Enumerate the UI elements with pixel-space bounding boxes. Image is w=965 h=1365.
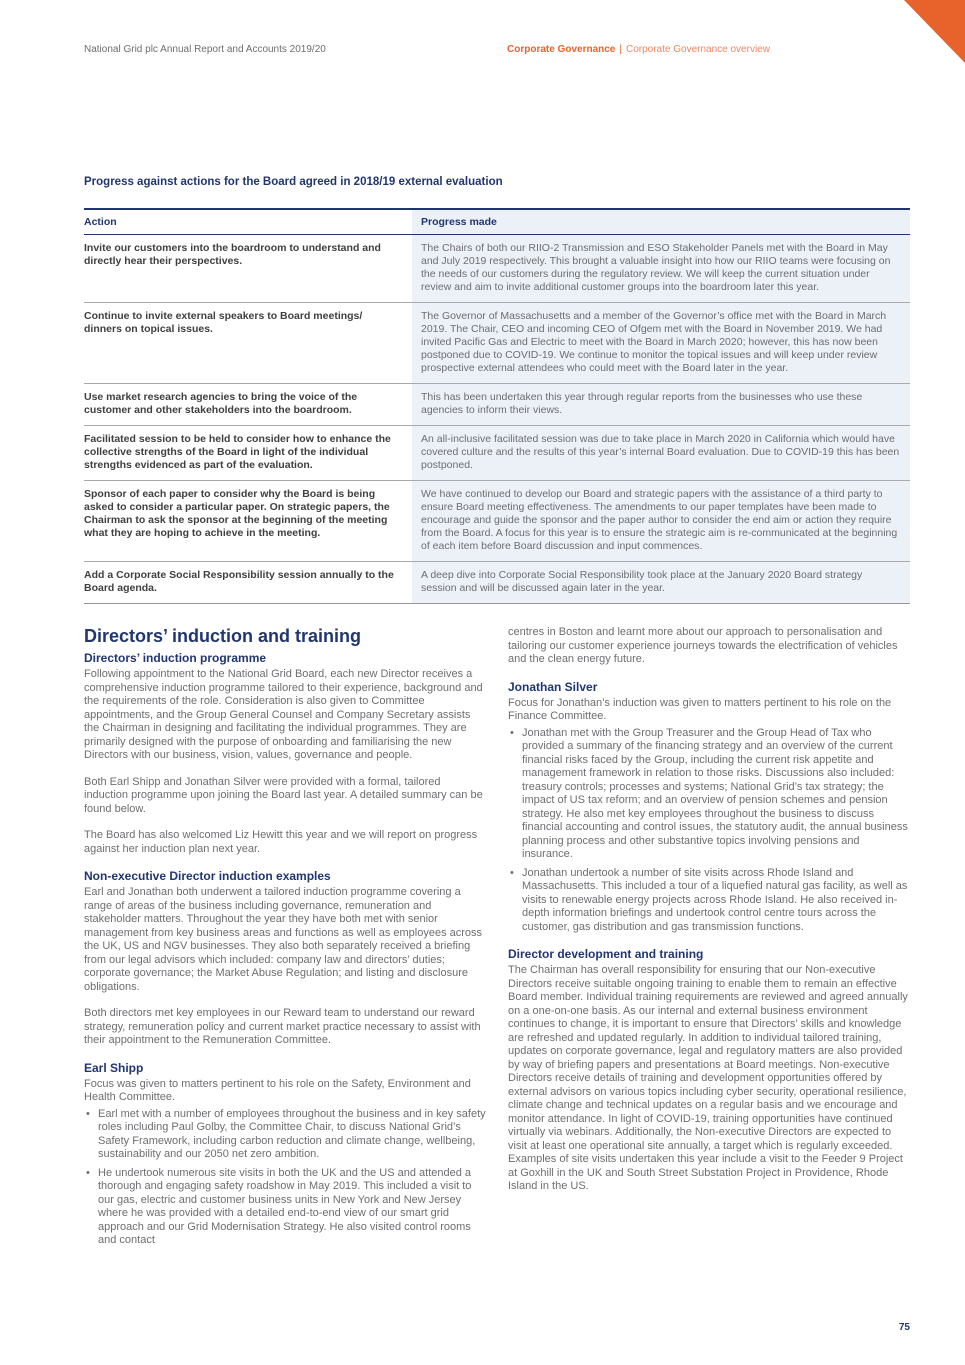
column-header-action: Action [84,216,117,228]
column-header-progress-made: Progress made [412,210,910,234]
action-cell: Use market research agencies to bring the voice of the customer and other stakeholders into the boardroom. [84,391,358,416]
heading-jonathan-silver: Jonathan Silver [508,679,598,694]
page-number: 75 [898,1322,910,1333]
report-title: National Grid plc Annual Report and Accounts 2019/20 [84,44,326,55]
page-header [84,44,910,56]
bullet-item: • He undertook numerous site visits in both the UK and the US and attended a thorough and engaging safety roadshow in May 2019. This included a visit to our gas, electric and customer business units in New York and New Jersey where he was provided with a detailed end-to-end view of our smart grid approach and our Grid Modernisation Strategy. He also visited control rooms and contact [84,1167,486,1248]
bullet-item: • Earl met with a number of employees throughout the business and in key safety roles including Paul Golby, the Committee Chair, to discuss National Grid’s Safety Framework, including carbon reduction and climate change, wellbeing, sustainability and our 2050 net zero ambition. [84,1108,486,1162]
article-right-column [508,626,910,1261]
table-row [84,303,910,384]
action-cell: Facilitated session to be held to consider how to enhance the collective strengths of the Board in light of the individual strengths evidenced as part of the evaluation. [84,433,391,471]
table-row [84,481,910,562]
earl-shipp-bullet-list [84,1108,486,1248]
heading-earl-shipp: Earl Shipp [84,1060,144,1075]
article-left-column [84,626,486,1261]
action-cell: Add a Corporate Social Responsibility session annually to the Board agenda. [84,569,394,594]
paragraph: Focus was given to matters pertinent to his role on the Safety, Environment and Health Committee. [84,1077,471,1103]
paragraph: Both directors met key employees in our Reward team to understand our reward strategy, remuneration policy and current market practice necessary to assist with their appointment to the Remuneration Committee. [84,1007,481,1046]
paragraph: Focus for Jonathan’s induction was given to matters pertinent to his role on the Finance Committee. [508,696,892,722]
paragraph: Both Earl Shipp and Jonathan Silver were provided with a formal, tailored induction programme upon joining the Board last year. A detailed summary can be found below. [84,775,483,815]
action-cell: Sponsor of each paper to consider why the Board is being asked to consider a particular paper. On strategic papers, the Chairman to ask the sponsor at the beginning of the meeting what they are hoping to achieve in the meeting. [84,488,390,539]
action-cell: Invite our customers into the boardroom to understand and directly hear their perspectives. [84,242,381,267]
table-row [84,562,910,604]
paragraph: Earl and Jonathan both underwent a tailored induction programme covering a range of areas of the business including governance, remuneration and stakeholder matters. Throughout the year they have both met with senior management from key business areas and functions as well as employees across the UK, US and NGV businesses. They also both separately received a briefing from our legal advisors which included: company law and directors’ duties; corporate governance; the Market Abuse Regulation; and listing and disclosure obligations. [84,886,483,993]
progress-cell: The Chairs of both our RIIO-2 Transmission and ESO Stakeholder Panels met with the Board in May and July 2019 respectively. This brought a valuable insight into how our RIIO teams were focusing on the needs of our customers during the regulatory review. We will keep the current situation under review and aim to invite additional customer groups into the boardroom later this year. [412,235,910,302]
breadcrumb-subsection: Corporate Governance overview [625,44,770,55]
table-row [84,426,910,481]
action-cell: Continue to invite external speakers to Board meetings/ dinners on topical issues. [84,310,363,335]
bullet-item: • Jonathan met with the Group Treasurer and the Group Head of Tax who provided a summary of the financing strategy and an overview of the current financial risks faced by the Group, including the current risk appetite and management framework in relation to those risks. Discussions also included: treasury controls; processes and systems; National Grid’s tax strategy; the impact of US tax reform; and an overview of pension schemes and pension strategy. He also met key employees throughout the business to discuss financial accounting and control issues, the statutory audit, the annual business planning process and other substantive topics involving pensions and insurance. [508,727,910,862]
heading-non-executive-director-induction-examples: Non-executive Director induction examples [84,869,331,883]
breadcrumb-section: Corporate Governance [507,44,616,55]
progress-cell: An all-inclusive facilitated session was due to take place in March 2020 in California which would have covered culture and the results of this year’s internal Board evaluation. Due to COVID-19 this has been postponed. [412,426,910,480]
bullet-item: • Jonathan undertook a number of site visits across Rhode Island and Massachusetts. This included a tour of a liquefied natural gas facility, as well as visits to renewable energy projects across Rhode Island. He also received in-depth information briefings and undertook control centre tours across the customer, gas distribution and gas transmission functions. [508,867,910,935]
directors-induction-article [84,626,910,1261]
jonathan-silver-bullet-list [508,727,910,935]
table-row [84,384,910,426]
paragraph: Following appointment to the National Grid Board, each new Director receives a comprehensive induction programme tailored to their experience, background and the requirements of the role. Consideration is also given to Committee appointments, and the Group General Counsel and Company Secretary assists the Chairman in designing and facilitating the individual programmes. They are primarily designed with the purpose of onboarding and familiarising the new Directors with our business, vision, values, governance and people. [84,668,483,761]
paragraph: The Chairman has overall responsibility for ensuring that our Non-executive Directors receive suitable ongoing training to enable them to remain an effective Board member. Individual training requirements are reviewed and agreed annually on a one-on-one basis. As our internal and external business environment continues to change, it is important to ensure that Directors’ skills and knowledge are refreshed and updated regularly. In addition to individual tailored training, updates on corporate governance, legal and regulatory matters are also provided by way of briefing papers and presentations at Board meetings. Non-executive Directors receive details of training and development opportunities offered by external advisors on various topics including cyber security, operational resilience, climate change and technical updates on a regular basis and we encourage and monitor attendance. In light of COVID-19, training opportunities have continued virtually via webinars. Additionally, the Non-executive Directors are expected to visit at least one operational site annually, a target which is regularly exceeded. Examples of site visits undertaken this year include a visit to the Feeder 9 Project at Goxhill in the UK and South Street Substation Project in Providence, Rhode Island in the US. [508,964,908,1192]
heading-director-development-and-training: Director development and training [508,947,704,961]
page-content [84,176,910,1261]
table-title: Progress against actions for the Board agreed in 2018/19 external evaluation [84,176,503,188]
breadcrumb [507,44,770,56]
paragraph: centres in Boston and learnt more about our approach to personalisation and tailoring our customer experience journeys towards the electrification of vehicles and the clean energy future. [508,626,898,665]
paragraph: The Board has also welcomed Liz Hewitt this year and we will report on progress against her induction plan next year. [84,829,478,855]
table-header-row [84,208,910,235]
heading-directors-induction-programme: Directors’ induction programme [84,651,267,665]
progress-table [84,208,910,604]
progress-cell: This has been undertaken this year through regular reports from the businesses who use these agencies to inform their views. [412,384,910,425]
progress-cell: A deep dive into Corporate Social Responsibility took place at the January 2020 Board strategy session and will be discussed again later in the year. [412,562,910,603]
breadcrumb-separator: | [619,44,622,55]
progress-cell: We have continued to develop our Board and strategic papers with the assistance of a third party to ensure Board meeting effectiveness. The amendments to our paper templates have been made to encourage and guide the sponsor and the paper author to consider the end aim or action they require from the Board. A focus for this year is to ensure the strategic aim is re-communicated at the beginning of each item before Board discussion and input commences. [412,481,910,561]
table-row [84,235,910,303]
corner-triangle-decoration [904,0,965,63]
article-title: Directors’ induction and training [84,626,362,646]
progress-cell: The Governor of Massachusetts and a member of the Governor’s office met with the Board in March 2019. The Chair, CEO and incoming CEO of Ofgem met with the Board in November 2019. We had invited Pacific Gas and Electric to meet with the Board in March 2020; however, this has now been postponed due to COVID-19. We continue to monitor the topical issues and will keep under review prospective external attendees who could meet with the Board later in the year. [412,303,910,383]
